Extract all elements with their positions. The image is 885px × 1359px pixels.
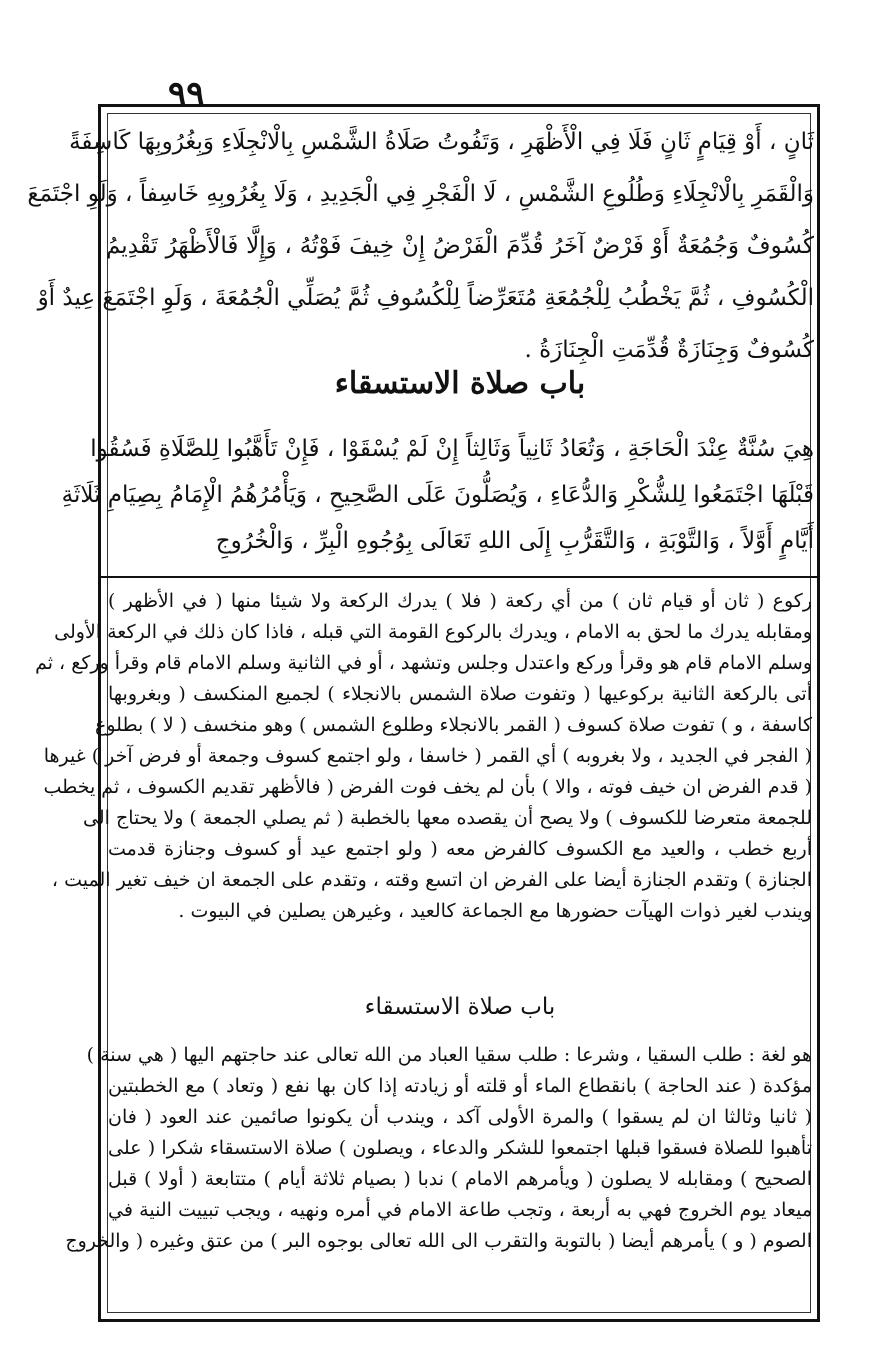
commentary-line: الصوم ( و ) يأمرهم أيضا ( بالتوبة والتقرب الى الله تعالى بوجوه البر ) من عتق وغيره ( والخروج xyxy=(65,1230,812,1252)
commentary-line: مؤكدة ( عند الحاجة ) بانقطاع الماء أو قلته أو زيادته إذا كان بها نفع ( وتعاد ) مع الخطبتين xyxy=(108,1075,812,1097)
matn-line: أَيَّامٍ أَوَّلاً ، وَالتَّوْبَةِ ، وَالتَّقَرُّبِ إِلَى اللهِ تَعَالَى بِوُجُوهِ الْبِرِّ ، وَالْخُرُوجِ xyxy=(215,528,814,554)
matn-line: هِيَ سُنَّةٌ عِنْدَ الْحَاجَةِ ، وَتُعَادُ ثَانِياً وَثَالِثاً إِنْ لَمْ يُسْقَوْا ، فَإِنْ تَأَهَّبُوا لِلصَّلَاةِ فَسُقُوا xyxy=(90,436,814,462)
commentary-line: ( ثانيا وثالثا ان لم يسقوا ) والمرة الأولى آكد ، ويندب أن يكونوا صائمين عند العود ( فان xyxy=(108,1106,812,1128)
commentary-line: ويندب لغير ذوات الهيآت حضورها مع الجماعة كالعيد ، وغيرهن يصلين في البيوت . xyxy=(178,900,812,922)
matn-section xyxy=(27,116,814,376)
commentary-line: للجمعة متعرضا للكسوف ) ولا يصح أن يقصده معها بالخطبة ( ثم يصلي الجمعة ) ولا يحتاج الى xyxy=(83,807,812,829)
commentary-line: وسلم الامام قام هو وقرأ وركع واعتدل وجلس وتشهد ، أو في الثانية وسلم الامام قام وقرأ وركع ، ثم xyxy=(35,652,812,674)
matn-line: وَالْقَمَرِ بِالْانْجِلَاءِ وَطُلُوعِ الشَّمْسِ ، لَا الْفَجْرِ فِي الْجَدِيدِ ، وَلَا بِغُرُوبِهِ خَاسِفاً ، وَلَوِ اجْتَمَعَ xyxy=(27,181,814,207)
commentary-line: ( قدم الفرض ان خيف فوته ، والا ) بأن لم يخف فوت الفرض ( فالأظهر تقديم الكسوف ، ثم يخطب xyxy=(43,776,812,798)
commentary-line: تأهبوا للصلاة فسقوا قبلها اجتمعوا للشكر والدعاء ، ويصلون ) صلاة الاستسقاء شكرا ( على xyxy=(108,1137,812,1159)
matn-section-istisqa xyxy=(61,426,814,564)
page-number: ٩٩ xyxy=(168,74,205,114)
commentary-line: هو لغة : طلب السقيا ، وشرعا : طلب سقيا العباد من الله تعالى عند حاجتهم اليها ( هي سنة ) xyxy=(86,1044,812,1066)
commentary-line: ( الفجر في الجديد ، ولا بغروبه ) أي القمر ( خاسفا ، ولو اجتمع كسوف وجمعة أو فرض آخر ) غيرها xyxy=(43,745,812,767)
commentary-chapter-heading: باب صلاة الاستسقاء xyxy=(364,994,556,1020)
matn-line: قَبْلَهَا اجْتَمَعُوا لِلشُّكْرِ وَالدُّعَاءِ ، وَيُصَلُّونَ عَلَى الصَّحِيحِ ، وَيَأْمُرُهُمُ الْإِمَامُ بِصِيَامِ ثَلَاثَةِ xyxy=(61,482,814,508)
matn-line: كُسُوفٌ وَجُمُعَةٌ أَوْ فَرْضٌ آخَرُ قُدِّمَ الْفَرْضُ إِنْ خِيفَ فَوْتُهُ ، وَإِلَّا فَالْأَظْهَرُ تَقْدِيمُ xyxy=(106,233,814,259)
commentary-line: أربع خطب ، والعيد مع الكسوف كالفرض معه ( ولو اجتمع عيد أو كسوف وجنازة قدمت xyxy=(108,838,812,860)
commentary-line: كاسفة ، و ) تفوت صلاة كسوف ( القمر بالانجلاء وطلوع الشمس ) وهو منخسف ( لا ) بطلوع xyxy=(95,714,812,736)
section-divider xyxy=(98,576,820,578)
commentary-line: أتى بالركعة الثانية بركوعيها ( وتفوت صلاة الشمس بالانجلاء ) لجميع المنكسف ( وبغروبها xyxy=(108,683,812,705)
commentary-line: ميعاد يوم الخروج فهي به أربعة ، وتجب طاعة الامام في أمره ونهيه ، ويجب تبييت النية في xyxy=(108,1199,812,1221)
commentary-section xyxy=(35,586,812,927)
matn-line: ثَانٍ ، أَوْ قِيَامٍ ثَانٍ فَلَا فِي الْأَظْهَرِ ، وَتَفُوتُ صَلَاةُ الشَّمْسِ بِالْانْجِلَاءِ وَبِغُرُوبِهَا كَاسِفَةً xyxy=(69,129,814,155)
commentary-line: ومقابله يدرك ما لحق به الامام ، ويدرك بالركوع القومة التي قبله ، فاذا كان ذلك في الركعة الأولى xyxy=(54,621,812,643)
matn-line: الْكُسُوفِ ، ثُمَّ يَخْطُبُ لِلْجُمُعَةِ مُتَعَرِّضاً لِلْكُسُوفِ ثُمَّ يُصَلِّي الْجُمُعَةَ ، وَلَوِ اجْتَمَعَ عِيدٌ أَوْ xyxy=(37,285,814,311)
matn-line: كُسُوفٌ وَجِنَازَةٌ قُدِّمَتِ الْجِنَازَةُ . xyxy=(524,337,814,363)
commentary-line: ركوع ( ثان أو قيام ثان ) من أي ركعة ( فلا ) يدرك الركعة ولا شيئا منها ( في الأظهر ) xyxy=(108,590,812,612)
commentary-line: الصحيح ) ومقابله لا يصلون ( ويأمرهم الامام ) ندبا ( بصيام ثلاثة أيام ) متتابعة ( أولا ) قبل xyxy=(108,1168,812,1190)
chapter-heading: باب صلاة الاستسقاء xyxy=(334,366,586,401)
commentary-line: الجنازة ) وتقدم الجنازة أيضا على الفرض ان اتسع وقته ، وتقدم على الجمعة ان خيف تغير الميت ، xyxy=(51,869,812,891)
commentary-section-istisqa xyxy=(65,1040,812,1257)
